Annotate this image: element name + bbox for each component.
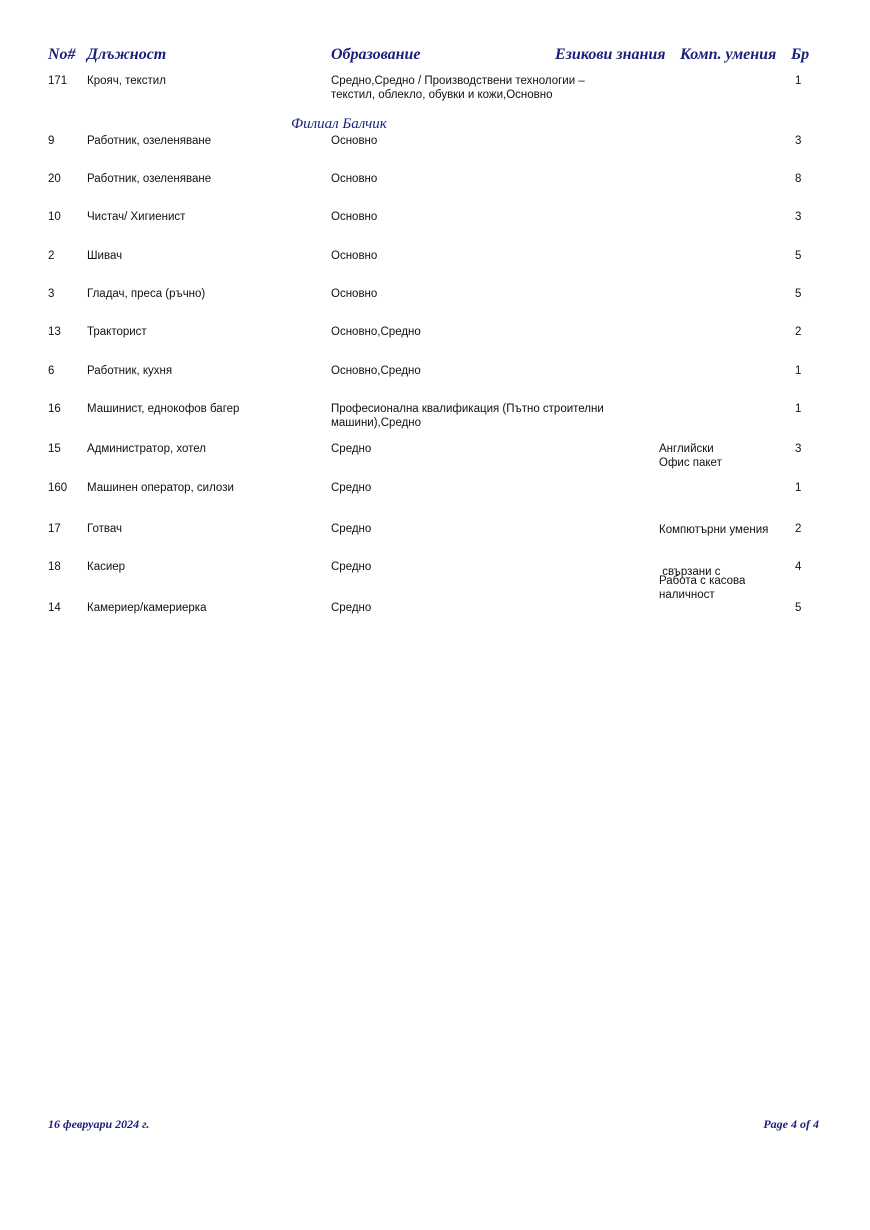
row-position: Машинист, еднокофов багер [87, 403, 240, 415]
row-skills-line: Работа с касова [659, 575, 746, 587]
header-no: No# [48, 46, 76, 63]
row-number: 16 [48, 403, 61, 415]
row-skills-line: Компютърни умения [659, 524, 769, 536]
row-skills [659, 442, 722, 470]
row-skills-line: наличност [659, 589, 715, 601]
row-position: Машинен оператор, силози [87, 482, 234, 494]
header-position: Длъжност [87, 46, 167, 63]
row-education: Средно [331, 482, 372, 494]
row-education-line: Средно,Средно / Производствени технологии – [331, 75, 585, 87]
footer-page-number: Page 4 of 4 [763, 1117, 819, 1131]
footer-date: 16 февруари 2024 г. [48, 1117, 150, 1131]
row-count: 5 [795, 602, 802, 614]
row-number: 160 [48, 482, 68, 494]
row-education: Средно [331, 561, 372, 573]
row-position: Работник, озеленяване [87, 135, 212, 147]
row-count: 3 [795, 135, 802, 147]
row-skills-line: Английски [659, 443, 714, 455]
row-number: 2 [48, 250, 55, 262]
row-position: Работник, кухня [87, 365, 173, 377]
row-count: 5 [795, 250, 802, 262]
row-position: Шивач [87, 250, 123, 262]
header-languages: Езикови знания [555, 46, 666, 63]
row-count: 4 [795, 561, 802, 573]
header-count: Бр [791, 46, 810, 63]
row-position: Камериер/камериерка [87, 602, 207, 614]
row-education: Основно [331, 135, 378, 147]
row-position: Тракторист [87, 326, 147, 338]
row-skills [659, 574, 745, 602]
row-skills-line: Офис пакет [659, 457, 722, 469]
row-education: Основно [331, 288, 378, 300]
row-count: 2 [795, 326, 802, 338]
row-education-line: текстил, облекло, обувки и кожи,Основно [331, 89, 553, 101]
row-count: 5 [795, 288, 802, 300]
row-number: 6 [48, 365, 55, 377]
section-title: Филиал Балчик [291, 116, 387, 132]
row-education: Основно [331, 250, 378, 262]
row-position: Гладач, преса (ръчно) [87, 288, 206, 300]
row-number: 18 [48, 561, 61, 573]
row-number: 13 [48, 326, 61, 338]
header-education: Образование [331, 46, 421, 63]
row-position: Администратор, хотел [87, 443, 206, 455]
row-number: 15 [48, 443, 61, 455]
row-position: Чистач/ Хигиенист [87, 211, 186, 223]
row-number: 9 [48, 135, 55, 147]
row-position: Крояч, текстил [87, 75, 166, 87]
row-count: 3 [795, 443, 802, 455]
row-position: Работник, озеленяване [87, 173, 212, 185]
row-count: 2 [795, 523, 802, 535]
row-position: Готвач [87, 523, 122, 535]
row-count: 3 [795, 211, 802, 223]
row-education: Средно [331, 602, 372, 614]
row-number: 17 [48, 523, 61, 535]
row-number: 10 [48, 211, 61, 223]
header-computer-skills: Комп. умения [680, 46, 777, 63]
row-education: Основно [331, 173, 378, 185]
row-number: 14 [48, 602, 61, 614]
row-number: 171 [48, 75, 68, 87]
row-number: 20 [48, 173, 61, 185]
row-number: 3 [48, 288, 55, 300]
row-education [331, 402, 604, 430]
row-education: Основно,Средно [331, 365, 421, 377]
row-count: 1 [795, 403, 802, 415]
row-education-line: Професионална квалификация (Пътно строителни [331, 403, 604, 415]
row-education: Средно [331, 523, 372, 535]
row-education: Основно,Средно [331, 326, 421, 338]
row-education: Средно [331, 443, 372, 455]
row-education: Основно [331, 211, 378, 223]
row-skills-line: свързани с [659, 566, 721, 578]
row-education [331, 74, 585, 102]
row-position: Касиер [87, 561, 126, 573]
row-count: 1 [795, 75, 802, 87]
row-count: 1 [795, 365, 802, 377]
row-count: 8 [795, 173, 802, 185]
row-education-line: машини),Средно [331, 417, 422, 429]
row-count: 1 [795, 482, 802, 494]
